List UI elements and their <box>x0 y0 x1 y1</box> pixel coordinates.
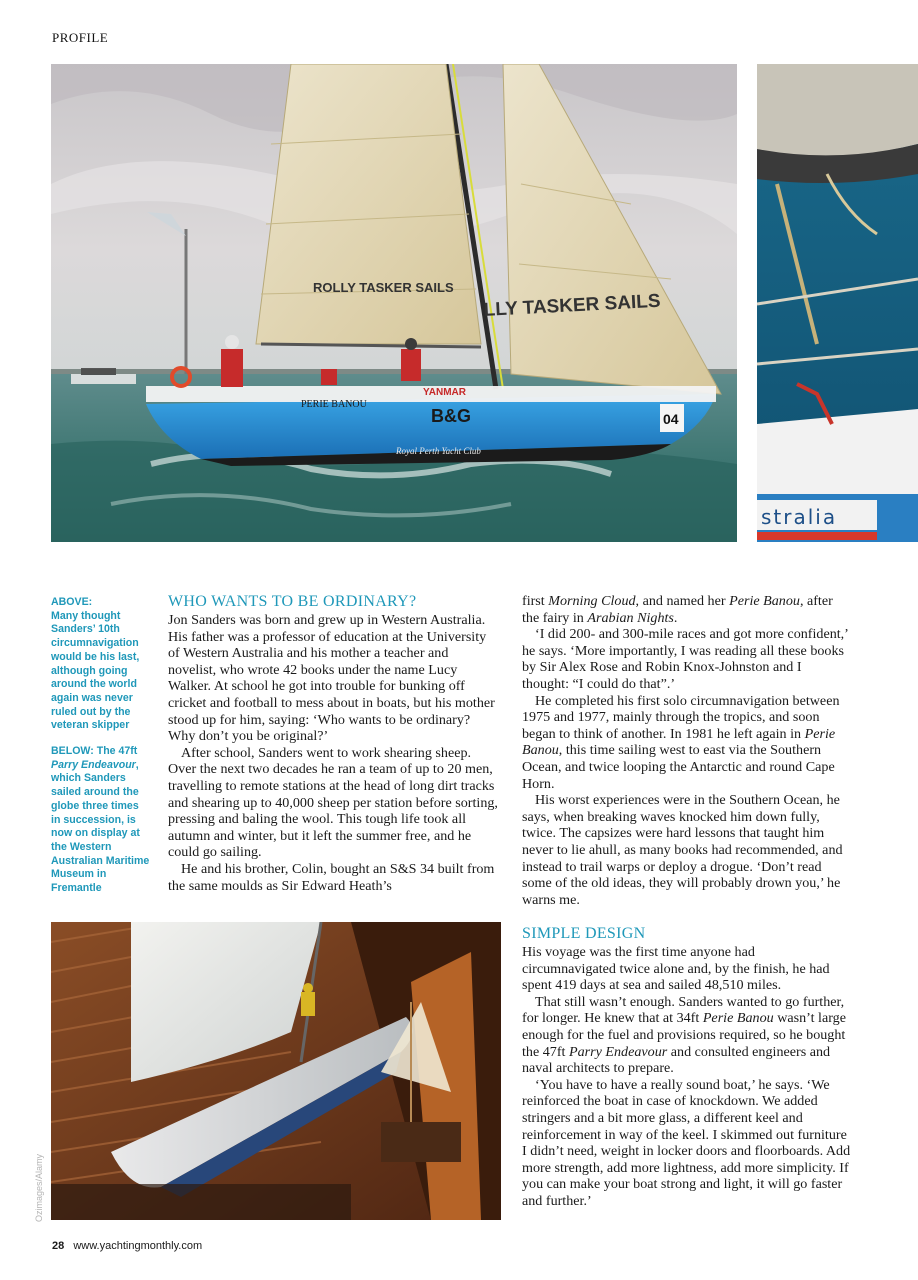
hull-club: Royal Perth Yacht Club <box>396 446 481 456</box>
paragraph <box>522 693 852 793</box>
photo-credit: Ozimages/Alamy <box>34 1153 44 1222</box>
paragraph <box>522 994 852 1077</box>
caption-above-label: ABOVE: <box>51 596 93 608</box>
paragraph: ‘I did 200- and 300-mile races and got more confident,’ he says. ‘More importantly, I was reading all these books by Sir Alex Rose and Robin Knox-Johnston and I thought: “I could do that”.’ <box>522 626 848 692</box>
text-run: , and named her <box>635 593 726 609</box>
paragraph: He and his brother, Colin, bought an S&S 34 built from the same moulds as Sir Edward Heath’s <box>168 860 495 894</box>
side-photo <box>757 64 918 542</box>
boat-name: Perie Banou <box>729 593 800 609</box>
caption-below-pre: The 47ft <box>96 745 138 758</box>
heading-simple-design: SIMPLE DESIGN <box>522 925 646 942</box>
book-title: Arabian Nights <box>587 609 674 626</box>
text-run: He completed his first solo circumnavigation between 1975 and 1977, mainly through the tropics, and soon began to think of another. In 1981 he left again in <box>522 692 840 742</box>
text-run: first <box>522 593 545 609</box>
sail-text-jib: LLY TASKER SAILS <box>483 290 662 321</box>
heading-ordinary: WHO WANTS TO BE ORDINARY? <box>168 593 417 610</box>
boat-name: Morning Cloud <box>548 593 636 609</box>
article-column-3 <box>522 925 852 1210</box>
text-run: . <box>673 609 678 626</box>
boat-name: Parry Endeavour <box>568 1043 668 1060</box>
text-run: and consulted engineers and naval architects to prepare. <box>522 1043 831 1077</box>
museum-photo-illustration <box>51 922 501 1220</box>
caption-below-label: BELOW: <box>51 745 94 758</box>
paragraph: His worst experiences were in the Southern Ocean, he says, when breaking waves knocked him down fully, twice. The capsizes were hard lessons that taught him never to lie ahull, as many books had recommended, and instead to trail warps or deploy a drogue. ‘Don’t read some of the old ideas, they will probably drown you,’ he warns me. <box>522 792 843 908</box>
text-run: That still wasn’t enough. Sanders wanted to go further, for longer. He knew that at 34ft <box>522 993 845 1027</box>
museum-photo <box>51 922 501 1220</box>
boat-name: Perie Banou <box>522 725 836 759</box>
paragraph: Jon Sanders was born and grew up in Western Australia. His father was a professor of education at the University of Western Australia and his mother a teacher and novelist, who wrote 42 books under the name Lucy Walker. At school he got into trouble for bunking off cricket and football to mess about in boats, but his mother stood up for him, saying: ‘Who wants to be ordinary? Why don’t you be original?’ <box>168 612 495 745</box>
sail-number: 04 <box>663 411 679 427</box>
caption-above-text: Many thought Sanders’ 10th circumnavigation would be his last, although going around the world again was never ruled out by the veteran skipper <box>51 609 140 732</box>
photo-caption <box>51 596 151 908</box>
article-column-1 <box>168 593 498 894</box>
paragraph: ‘You have to have a really sound boat,’ he says. ‘We reinforced the boat in case of knockdown. We added stringers and a bit more glass, a different keel and reinforcement in way of the keel. I skimmed out furniture I didn’t need, weight in locker doors and floorboards. Add more strength, add more lightness, add more simplicity. If you can make your boat strong and light, it will go faster and further.’ <box>522 1076 851 1209</box>
text-run: wasn’t large enough for the fuel and provisions required, so he bought the 47ft <box>522 1010 846 1060</box>
stern-text: stralia <box>761 505 838 529</box>
caption-below <box>51 745 151 896</box>
paragraph: After school, Sanders went to work shearing sheep. Over the next two decades he ran a team of up to 20 men, travelling to remote stations at the head of long dirt tracks and shearing up to 40,000 sheep per station before sorting, pressing and baling the wool. This tough life took all autumn and winter, but it left the summer free, and he could go sailing. <box>168 744 498 861</box>
section-label: PROFILE <box>52 30 109 45</box>
hull-sponsor: YANMAR <box>423 387 466 398</box>
boat-name: Perie Banou <box>702 1010 774 1027</box>
article-column-2 <box>522 593 852 908</box>
page-number: 28 <box>52 1240 65 1252</box>
paragraph <box>522 593 852 626</box>
text-run: , this time sailing west to east via the Southern Ocean, and twice looping the Antarctic and round Cape Horn. <box>522 742 835 792</box>
hero-photo <box>51 64 737 542</box>
caption-below-post: , which Sanders sailed around the globe three times in succession, is now on display at the Western Australian Maritime Museum in Fremantle <box>51 758 150 895</box>
paragraph: His voyage was the first time anyone had circumnavigated twice alone and, by the finish, he had spent 419 days at sea and sailed 48,510 miles. <box>522 944 830 994</box>
page-footer <box>52 1240 202 1252</box>
hero-photo-illustration <box>51 64 737 542</box>
caption-above <box>51 596 151 733</box>
sail-text-main: ROLLY TASKER SAILS <box>313 280 454 295</box>
text-run: , after the fairy in <box>522 593 833 626</box>
site-url: www.yachtingmonthly.com <box>73 1240 203 1252</box>
hull-brand: B&G <box>431 406 471 426</box>
hull-name: PERIE BANOU <box>301 399 367 410</box>
side-photo-illustration <box>757 64 918 542</box>
caption-below-boat: Parry Endeavour <box>51 758 136 771</box>
